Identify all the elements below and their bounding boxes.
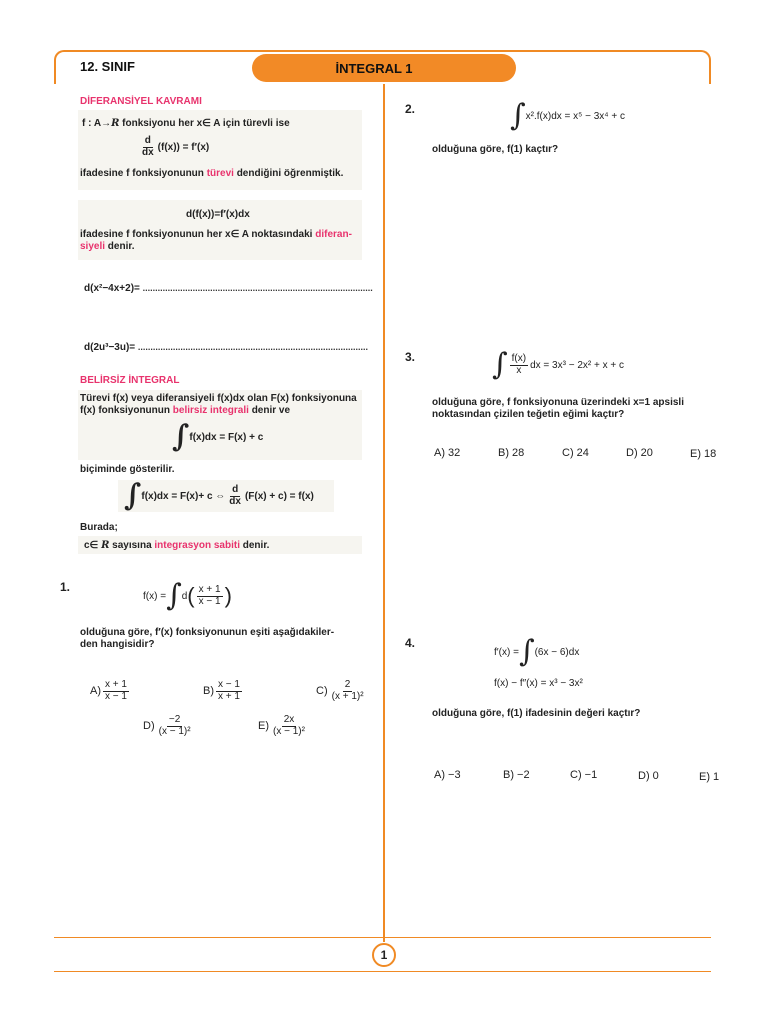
footer-rule-bottom	[54, 971, 711, 972]
integral-icon: ∫	[172, 419, 190, 454]
question-3-option-a[interactable]: A) 32	[434, 447, 461, 459]
question-3-number: 3.	[405, 350, 416, 364]
question-1-option-d[interactable]: D) $\frac{-2}{\text{(x − 1)²}}$	[143, 714, 191, 737]
question-1-option-b[interactable]: B) $\frac{x - 1}{x + 1}$	[203, 679, 240, 702]
exercise-1: d(x²−4x+2)= ............................................................................................	[84, 283, 373, 294]
question-1-option-a[interactable]: A) $\frac{x + 1}{x - 1}$	[90, 679, 127, 702]
differential-line-3: ifadesine f fonksiyonunun her x∈ A noktasındaki diferan- siyeli denir.	[80, 229, 352, 252]
question-2-text: olduğuna göre, f(1) kaçtır?	[432, 144, 559, 155]
indefinite-line-3: biçiminde gösterilir.	[80, 464, 175, 475]
page-title: İNTEGRAL 1	[252, 54, 516, 82]
question-2-equation: ∫ x².f(x)dx = x⁵ − 3x⁴ + c	[510, 98, 625, 133]
integral-icon: ∫	[166, 578, 182, 613]
question-1-option-e[interactable]: E) $\frac{2x}{\text{(x − 1)²}}$	[258, 714, 305, 737]
question-1-number: 1.	[60, 580, 71, 594]
question-3-option-c[interactable]: C) 24	[562, 447, 589, 459]
question-4-condition: f(x) − f″(x) = x³ − 3x²	[494, 678, 583, 689]
grade-label: 12. SINIF	[80, 59, 135, 74]
question-3-option-e[interactable]: E) 18	[690, 448, 717, 460]
footer-rule-top	[54, 937, 711, 938]
equivalence-equation: ∫ f(x)dx = F(x)+ c ⇔ $\frac{d}{dx}$ (F(x) + c) = f(x)	[124, 478, 314, 513]
question-3-text: olduğuna göre, f fonksiyonuna üzerindeki x=1 apsisli noktasından çizilen teğetin eğimi kaçtır?	[432, 397, 684, 420]
integral-icon: ∫	[124, 478, 142, 513]
question-4-option-d[interactable]: D) 0	[638, 770, 659, 782]
question-4-equation: f′(x) = ∫ (6x − 6)dx	[494, 634, 580, 669]
question-4-option-c[interactable]: C) −1	[570, 769, 598, 781]
differential-heading: DİFERANSİYEL KAVRAMI	[80, 96, 202, 107]
question-4-option-a[interactable]: A) −3	[434, 769, 461, 781]
burada-label: Burada;	[80, 522, 118, 533]
question-4-number: 4.	[405, 636, 416, 650]
integral-icon: ∫	[518, 634, 535, 669]
question-3-option-b[interactable]: B) 28	[498, 447, 525, 459]
differential-line-1: f : A→R fonksiyonu her x∈ A için türevli ise	[82, 118, 290, 129]
question-1-text: olduğuna göre, f′(x) fonksiyonunun eşiti aşağıdakiler- den hangisidir?	[80, 627, 335, 650]
question-1-equation: f(x) = ∫ d ( $\frac{x + 1}{x - 1}$ )	[143, 578, 232, 613]
page-number: 1	[372, 943, 396, 967]
indefinite-line-1: Türevi f(x) veya diferansiyeli f(x)dx olan F(x) fonksiyonuna	[80, 393, 357, 404]
exercise-2: d(2u³−3u)= ............................................................................................	[84, 342, 368, 353]
indefinite-heading: BELİRSİZ İNTEGRAL	[80, 375, 180, 386]
indefinite-line-2: f(x) fonksiyonunun belirsiz integrali denir ve	[80, 405, 291, 416]
integral-icon: ∫	[492, 347, 508, 382]
question-1-option-c[interactable]: C) $\frac{2}{\text{(x + 1)²}}$	[316, 679, 364, 702]
question-4-text: olduğuna göre, f(1) ifadesinin değeri kaçtır?	[432, 708, 641, 719]
integral-icon: ∫	[510, 98, 526, 133]
question-4-option-b[interactable]: B) −2	[503, 769, 530, 781]
question-2-number: 2.	[405, 102, 416, 116]
column-divider	[383, 84, 385, 942]
indefinite-equation: ∫ f(x)dx = F(x) + c	[172, 419, 264, 454]
differential-equation: d(f(x))=f′(x)dx	[186, 209, 250, 220]
question-4-option-e[interactable]: E) 1	[699, 771, 720, 783]
question-3-option-d[interactable]: D) 20	[626, 447, 653, 459]
differential-line-2: ifadesine f fonksiyonunun türevi dendiğini öğrenmiştik.	[80, 168, 344, 179]
question-3-equation: ∫ $\frac{f(x)}{x}$ dx = 3x³ − 2x² + x + c	[492, 347, 625, 382]
constant-line: c∈ R sayısına integrasyon sabiti denir.	[84, 540, 270, 551]
derivative-equation: $\frac{d}{dx}$ (f(x)) = f′(x)	[142, 135, 210, 158]
